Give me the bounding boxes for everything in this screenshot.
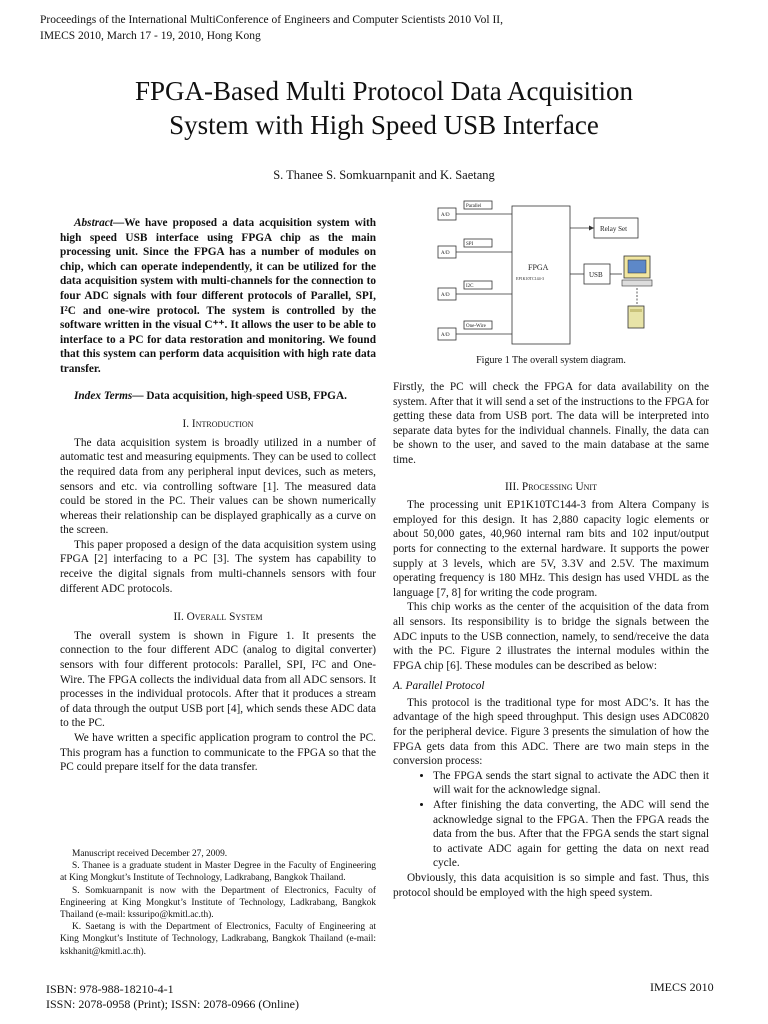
subsection-a-paragraph-1: This protocol is the traditional type for most ADC’s. It has the advantage of the high speed throughput. This design uses ADC0820 for the peripheral device. Figure 3 presents the simulation of how the FPGA gets data from this ADC. There are two main steps in the conversion process: <box>393 696 709 768</box>
footnote-author-1: S. Thanee is a graduate student in Master Degree in the Faculty of Engineering at King Mongkut’s Institute of Technology, Ladkrabang, Bangkok Thailand. <box>60 861 376 884</box>
protocol-label: SPI <box>466 242 474 247</box>
fpga-part-label: EP1K10TC144-3 <box>516 276 544 281</box>
adc-label: A/D <box>441 293 450 298</box>
footnote-author-2: S. Somkuarnpanit is now with the Department of Electronics, Faculty of Engineering at King Mongkut’s Institute of Technology, Ladkrabang, Bangkok Thailand (e-mail: kssuripo@kmitl.ac.th). <box>60 885 376 921</box>
figure-1-system-diagram <box>436 198 666 346</box>
right-column <box>393 380 709 900</box>
section-3-paragraph-2: This chip works as the center of the acquisition of the data from all sensors. Its responsibility is to bridge the signals between the ADC inputs to the USB connection, namely, to send/receive the data with the PC. Figure 2 illustrates the internal modules within the FPGA chip [6]. These modules can be described as below: <box>393 601 709 672</box>
overall-system-continued: Firstly, the PC will check the FPGA for data availability on the system. After that it will send a set of the instructions to the FPGA for getting these data from USB port. The data will be interpreted into separate data bytes for the individual channels. Finally, the data can be shown to the user, and saved to the main database at the same time. <box>393 381 709 466</box>
index-terms-text: — Data acquisition, high-speed USB, FPGA. <box>132 389 347 402</box>
adc-label: A/D <box>441 251 450 256</box>
subsection-a-heading: A. Parallel Protocol <box>393 680 485 693</box>
section-2-paragraph-1: The overall system is shown in Figure 1. It presents the connection to the four different ADC (analog to digital converter) sensors with four different protocols: Parallel, SPI, I²C and One-Wire. The FPGA collects the individual data from all ADC sensors. It processes in the individual protocols. After that it produces a stream of data through the output USB port [4], which sends these ADC data to the PC. <box>60 629 376 730</box>
database-icon <box>628 306 644 328</box>
fpga-label: FPGA <box>528 263 549 272</box>
paper-title <box>40 74 728 142</box>
protocol-label: I2C <box>466 284 474 289</box>
footnote-manuscript: Manuscript received December 27, 2009. <box>72 849 228 859</box>
section-2-heading: II. Overall System <box>173 611 263 624</box>
usb-label: USB <box>589 271 603 279</box>
index-terms <box>60 389 376 404</box>
header-line-2: IMECS 2010, March 17 - 19, 2010, Hong Kong <box>40 30 261 42</box>
section-3-heading: III. Processing Unit <box>505 480 597 493</box>
abstract-label: Abstract <box>74 217 113 229</box>
section-1-paragraph-2: This paper proposed a design of the data acquisition system using FPGA [2] interfacing to a PC [3]. The system has capability to receive the digital signals from multi-channels sensors with four different ADC protocols. <box>60 538 376 595</box>
abstract <box>60 216 376 377</box>
relay-set-label: Relay Set <box>600 225 628 233</box>
footnote-author-3: K. Saetang is with the Department of Electronics, Faculty of Engineering at King Mongkut’s Institute of Technology, Ladkrabang, Bangkok Thailand (e-mail: kskhanit@kmitl.ac.th). <box>60 922 376 957</box>
section-1-heading: I. Introduction <box>182 418 254 431</box>
computer-icon <box>622 256 652 286</box>
section-1-paragraph-1: The data acquisition system is broadly utilized in a number of automatic test and measuring equipments. They can be used to collect the required data from any peripheral input devices, such as meters, sensors and etc. via controlling software [1]. The measured data could be stored in the PC. Their values can be shown numerically whereas their relationship can be displayed graphically as a curve on the screen. <box>60 436 376 537</box>
page-footer-ids <box>46 982 299 1012</box>
adc-label: A/D <box>441 213 450 218</box>
footnotes <box>60 848 376 958</box>
running-header <box>40 12 503 44</box>
isbn: ISBN: 978-988-18210-4-1 <box>46 982 174 996</box>
fpga-block <box>512 206 570 344</box>
title-line-1: FPGA-Based Multi Protocol Data Acquisition <box>135 76 633 106</box>
left-column <box>60 216 376 775</box>
list-item: • After finishing the data converting, the ADC will send the acknowledge signal to the FPGA. Then the FPGA reads the data from the bus. After that the FPGA sends the start signal to activate ADC again for getting the data on next read cycle. <box>433 798 709 871</box>
index-terms-label: Index Terms <box>74 389 133 402</box>
title-line-2: System with High Speed USB Interface <box>169 110 599 140</box>
protocol-label: One-Wire <box>466 324 486 329</box>
section-2-paragraph-2: We have written a specific application program to control the PC. This program has a function to communicate to the FPGA so that the PC could prepare itself for the data transfer. <box>60 732 376 774</box>
header-line-1: Proceedings of the International MultiConference of Engineers and Computer Scientists 2010 Vol II, <box>40 14 503 26</box>
section-3-paragraph-1: The processing unit EP1K10TC144-3 from Altera Company is employed for this design. It has 2,880 capacity logic elements or about 50,000 gates, 40,960 internal ram bits and 102 input/output ports for connecting to the external hardware. It supports the power supply at 3 levels, which are 5V, 3.3V and 2.5V. The maximum operating frequency is 180 MHz. This design has used VHDL as the language [7, 8] for writing the code program. <box>393 499 709 599</box>
authors: S. Thanee S. Somkuarnpanit and K. Saetang <box>273 168 495 182</box>
footer-conference: IMECS 2010 <box>650 980 714 994</box>
adc-label: A/D <box>441 333 450 338</box>
subsection-a-paragraph-2: Obviously, this data acquisition is so simple and fast. Thus, this protocol should be employed with the high speed system. <box>393 872 709 899</box>
abstract-text: —We have proposed a data acquisition system with high speed USB interface using FPGA chip as the main processing unit. Since the FPGA has a number of modules on chip, which can operate independently, it can be utilized for the data acquisition system with multi-channels for the connection to four ADC signals with four different protocols of Parallel, SPI, I²C and one-wire protocol. The system is controlled by the software written in the visual C⁺⁺. It allows the user to be able to interface to a PC for data restoration and monitoring. We found that this system can perform data acquisition with high rate data transfer. <box>60 217 376 375</box>
protocol-label: Parallel <box>466 204 482 209</box>
issn: ISSN: 2078-0958 (Print); ISSN: 2078-0966 (Online) <box>46 997 299 1011</box>
figure-1-caption: Figure 1 The overall system diagram. <box>476 355 626 366</box>
list-item: • The FPGA sends the start signal to activate the ADC then it will wait for the acknowledge signal. <box>433 769 709 798</box>
conversion-steps-list <box>393 769 709 871</box>
